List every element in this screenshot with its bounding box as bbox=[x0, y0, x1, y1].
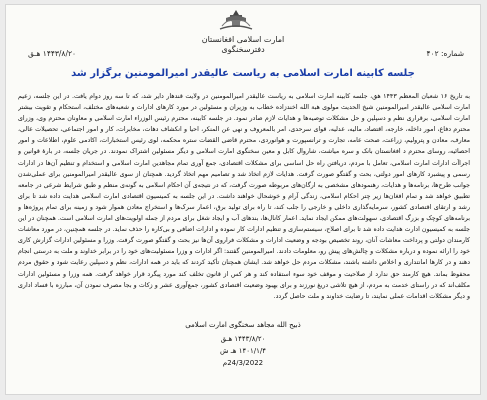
document-footer bbox=[6, 319, 480, 393]
footer-date-solar: ۱۴۰۱/۱/۴ هـ ش bbox=[219, 347, 267, 355]
emblem-icon bbox=[216, 9, 256, 31]
document-date: ۱۴۴۳/۸/۲۰ هـق bbox=[28, 49, 77, 58]
document-number: شماره: ۴۰۲ bbox=[426, 49, 464, 58]
footer-date-hijri: ۱۴۴۳/۸/۲۰ هـق bbox=[220, 335, 266, 343]
org-line-1: امارت اسلامی افغانستان bbox=[201, 35, 285, 44]
document-body bbox=[18, 91, 470, 313]
reference-row bbox=[6, 49, 480, 61]
letterhead bbox=[6, 5, 480, 63]
signature-line: ذبیح الله مجاهد سخنگوی امارت اسلامی bbox=[185, 321, 301, 329]
document-title: جلسه کابینه امارت اسلامی به ریاست عالیقدر امیرالمومنین برگزار شد bbox=[71, 68, 415, 79]
body-paragraph: به تاریخ ۱۶ شعبان المعظم ۱۴۴۳ هق، جلسه کابینه امارت اسلامی به ریاست عالیقدر امیرالمومنین در ولایت قندهار دایر شد، که تا سه روز دوام یافت. در این جلسه، زعیم امارت اسلامی عالیقدر امیرالمومنین شیخ الحدیث مولوی هبة الله اخندزاده خطاب به وزیران و مسئولین در مورد کارهای ادارات و شعبه‌های مختلف، استحکام و تقویت بیشتر امارت اسلامی، برقراری نظم و دسپلین و حل مشکلات توصیه‌ها و هدایات لازم صادر نمود. در جلسه کابینه، محترم رئیس الوزراء امارت اسلامی و معاونان محترم وی، وزرای محترم دفاع، امور داخله، خارجه، اقتصاد، مالیه، عدلیه، قوای سرحدی، امر بالمعروف و نهی عن المنکر، احیا و انکشاف دهات، مخابرات، کار و امور اجتماعی، تحصیلات عالی، معارف، معادن و پترولیم، زراعت، صحت عامه، تجارت و ترانسپورت و هوانوردی، محترم قاضی القضات ستره محکمه، لوی رئیس استخبارات، اکادمی علوم، اطلاعات و امور احصائیه، روسای محترم د افغانستان بانک و سره میاشت، شاروال کابل و معین سخنگوی امارت اسلامی و دیگر مسئولین اشتراک نمودند. در جریان جلسه، در بارهٔ قوانین و اجراآت ادارات امارت اسلامی، تعامل با مردم، دریافتن راه حل اساسی برای مشکلات اقتصادی، جمع آوری تمام مجاهدین امارت اسلامی و استخدام و تنظیم آن‌ها در ادارات رسمی و پیشبرد کارهای امور دولتی، بحث و گفتگو صورت گرفت. هدایات لازم اتخاذ شد و تصامیم مهم اتخاذ گردید. همچنان از سوی عالیقدر امیرالمومنین برای عملی‌شدن جوانب طرح‌ها، برنامه‌ها و هدایات، رهنمودهای مشخصی به ارگان‌های مربوطه صورت گرفت، که در نتیجه‌ی آن احکام اسلامی به گونه‌ی منظم و طبق شرایط شرعی در جامعه تطبیق خواهد شد و تمام افغان‌ها زیر چتر احکام اسلامی، زندگی آرام و خوشحال خواهند داشت. در این جلسه به کمیسیون اقتصادی امارت اسلامی هدایت داده شد تا برای رشد و ارتقای اقتصادی کشور، سرمایه‌گذاری داخلی و خارجی را جلب کند، تا راه برای تولید برق، اعمار سرک‌ها و استخراج معادن هموار شود و زمینه برای تمام پروژه‌ها و برنامه‌های کوچک و بزرگ اقتصادی، سهولت‌های ممکن ایجاد نماید. اعمار کانال‌ها، بندهای آب و ایجاد شغل برای مردم از جمله اولویت‌های امارت اسلامی است. همچنان در این جلسه به کمیسیون ادارت هدایت داده شد تا برای اصلاح، سیستم‌سازی و تنظیم ادارات کار نموده و ادارات اضافی و بی‌کاره را حذف نماید. در جلسه همچنین، در مورد معاشات کارمندان دولتی و پرداخت معاشات آنان، روند تخصیص بودجه و وضعیت ادارات و مشکلات فراروی آن‌ها نیز بحث و گفتگو صورت گرفت. وزرا و مسئولین ادارات گزارش کاری خود را ارائه نموده و درباره مشکلات و چالش‌های پیش رو، معلومات دادند. امیرالمومنین گفتند: اگر ادارات و وزرا مسئولیت‌های خود را در برابر خداوند و ملت به درستی انجام دهند و در کارها امانتداری و اخلاص داشته باشند، مشکلات مردم حل خواهد شد. ایشان همچنان تأکید کردند که باید در همه ادارات، نظم و دسپلین رعایت شود و حقوق مردم محفوظ بماند. هیچ کارمند حق ندارد از صلاحیت و موقف خود سوء استفاده کند و هر کس از قانون تخلف کند مورد پیگرد قرار خواهد گرفت. همه وزرا و مسئولین ادارات مکلف‌اند که در راستای خدمت به مردم، از هیچ تلاشی دریغ نورزند و برای بهبود وضعیت اقتصادی کشور، جمع‌آوری عشر و زکات و بجا مصرف نمودن آن، مبارزه با فساد اداری و دیگر مشکلات اقدامات عملی نمایند، تا رضایت خداوند و ملت حاصل گردد. bbox=[18, 93, 470, 300]
document-page bbox=[5, 4, 481, 395]
org-line-2: دفترسخنگوی bbox=[221, 45, 265, 54]
footer-date-gregorian: 24/3/2022م bbox=[222, 359, 264, 367]
